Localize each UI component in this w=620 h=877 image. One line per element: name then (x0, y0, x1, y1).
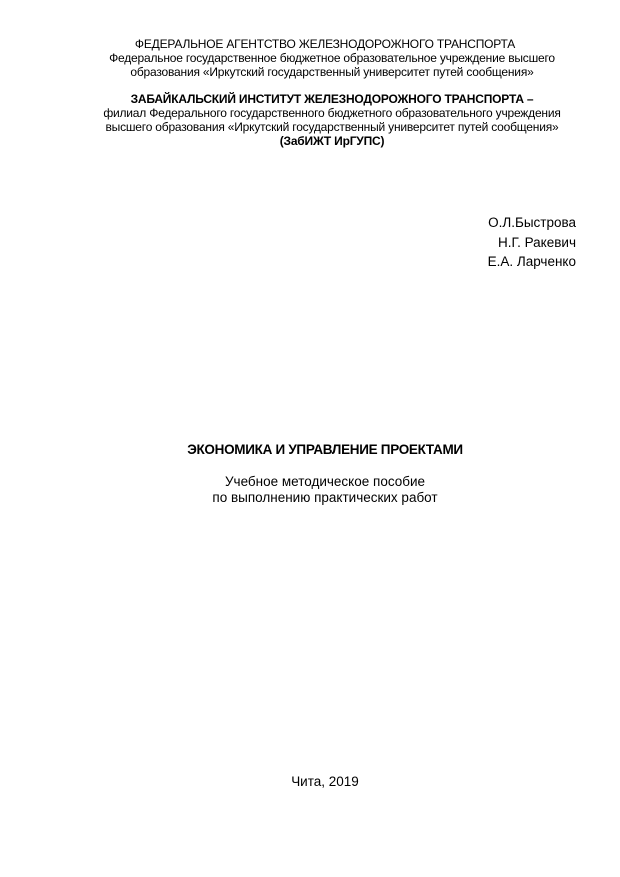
institute-abbreviation: (ЗабИЖТ ИрГУПС) (279, 134, 385, 148)
author-name: Е.А. Ларченко (487, 254, 576, 269)
header-line-2: Федеральное государственное бюджетное образовательное учреждение высшего (109, 51, 555, 65)
author-name: О.Л.Быстрова (488, 215, 576, 230)
document-subtitle-line-1: Учебное методическое пособие (224, 474, 426, 489)
city-year: Чита, 2019 (291, 774, 359, 789)
author-name: Н.Г. Ракевич (497, 234, 576, 250)
authors-block (488, 213, 576, 272)
institute-line-3: высшего образования «Иркутский государственный университет путей сообщения» (105, 120, 559, 134)
document-title: ЭКОНОМИКА И УПРАВЛЕНИЕ ПРОЕКТАМИ (187, 442, 463, 457)
institute-line-2: филиал Федерального государственного бюджетного образовательного учреждения (103, 106, 561, 120)
institute-name: ЗАБАЙКАЛЬСКИЙ ИНСТИТУТ ЖЕЛЕЗНОДОРОЖНОГО ТРАНСПОРТА – (130, 92, 534, 106)
header-agency: ФЕДЕРАЛЬНОЕ АГЕНТСТВО ЖЕЛЕЗНОДОРОЖНОГО ТРАНСПОРТА (134, 37, 516, 51)
document-subtitle-line-2: по выполнению практических работ (212, 490, 438, 505)
header-line-3: образования «Иркутский государственный университет путей сообщения» (130, 65, 534, 79)
